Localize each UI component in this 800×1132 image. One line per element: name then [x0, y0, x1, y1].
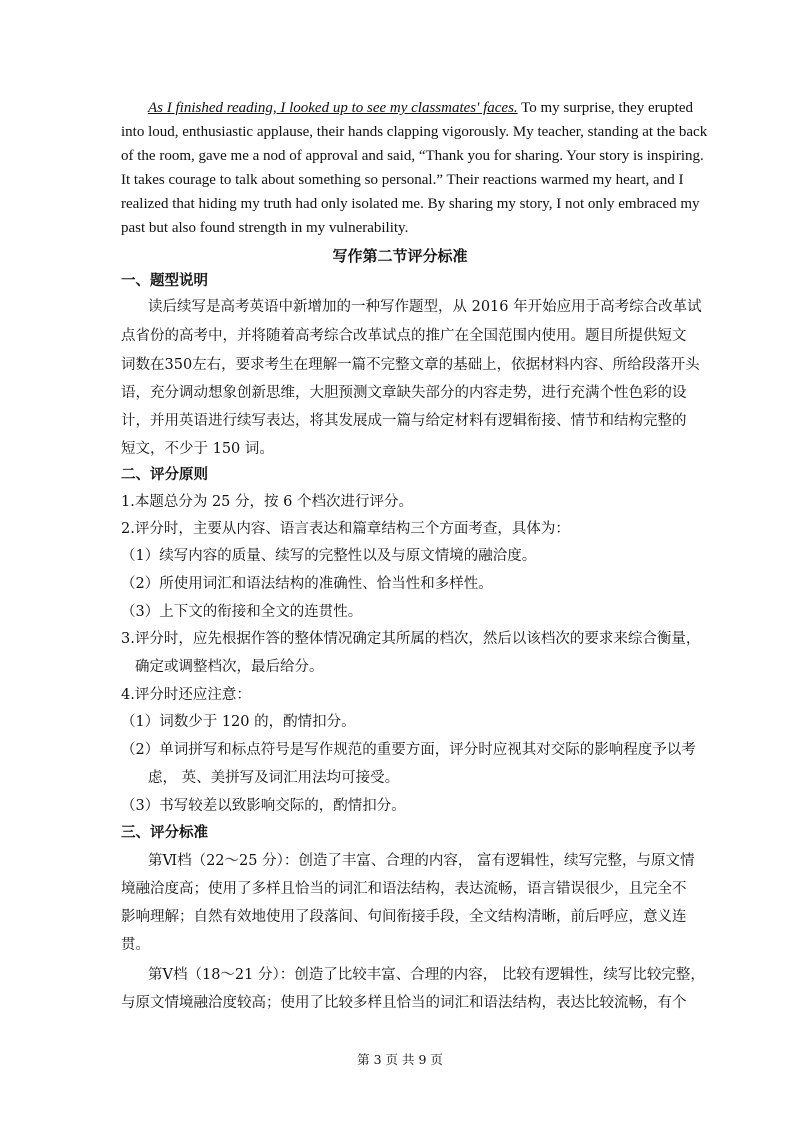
- principle-subitem: （1）续写内容的质量、续写的完整性以及与原文情境的融洽度。: [121, 548, 537, 564]
- body-line: 读后续写是高考英语中新增加的一种写作题型，从 2016 年开始应用于高考综合改革试: [148, 299, 702, 315]
- grade-six-line: 贯。: [121, 937, 150, 953]
- principle-subitem: （3）书写较差以致影响交际的，酌情扣分。: [121, 798, 406, 814]
- body-line: 词数在350左右，要求考生在理解一篇不完整文章的基础上，依据材料内容、所给段落开头: [121, 357, 700, 373]
- principle-item: 2.评分时，主要从内容、语言表达和篇章结构三个方面考查，具体为：: [121, 521, 570, 537]
- english-paragraph-line: into loud, enthusiastic applause, their hands clapping vigorously. My teacher, standing at the back: [121, 124, 708, 140]
- grade-six-line: 境融洽度高；使用了多样且恰当的词汇和语法结构，表达流畅，语言错误很少，且完全不: [121, 881, 687, 897]
- principle-subitem: （2）所使用词汇和语法结构的准确性、恰当性和多样性。: [121, 576, 493, 592]
- principle-item: 1.本题总分为 25 分，按 6 个档次进行评分。: [121, 494, 413, 510]
- body-line: 短文，不少于 150 词。: [121, 441, 274, 457]
- section-title: 写作第二节评分标准: [332, 247, 468, 265]
- grade-five-line: 第Ⅴ档（18～21 分）：创造了比较丰富、合理的内容， 比较有逻辑性，续写比较完整，: [148, 967, 705, 983]
- heading-scoring-principles: 二、评分原则: [121, 466, 208, 483]
- grade-six-line: 第Ⅵ档（22～25 分）：创造了丰富、合理的内容， 富有逻辑性，续写完整，与原文情: [148, 853, 695, 869]
- english-paragraph-line: realized that hiding my truth had only isolated me. By sharing my story, I not only embraced my: [121, 196, 700, 212]
- english-paragraph-line: past but also found strength in my vulnerability.: [121, 220, 409, 236]
- grade-six-line: 影响理解；自然有效地使用了段落间、句间衔接手段，全文结构清晰，前后呼应，意义连: [121, 909, 687, 925]
- english-paragraph-line: of the room, gave me a nod of approval and said, “Thank you for sharing. Your story is inspiring.: [121, 148, 704, 164]
- grade-five-line: 与原文情境融洽度较高；使用了比较多样且恰当的词汇和语法结构，表达比较流畅，有个: [121, 995, 687, 1011]
- principle-subitem: （1）词数少于 120 的，酌情扣分。: [121, 714, 356, 730]
- body-line: 点省份的高考中，并将随着高考综合改革试点的推广在全国范围内使用。题目所提供短文: [121, 328, 687, 344]
- underlined-opening-sentence: As I finished reading, I looked up to see my classmates' faces.: [148, 100, 518, 116]
- principle-subitem-continued: 虑， 英、美拼写及词汇用法均可接受。: [148, 770, 400, 786]
- principle-item: 4.评分时还应注意：: [121, 687, 251, 703]
- english-paragraph-line: It takes courage to talk about something so personal.” Their reactions warmed my heart, and I: [121, 172, 684, 188]
- heading-question-type: 一、题型说明: [121, 272, 208, 289]
- heading-scoring-standards: 三、评分标准: [121, 824, 208, 841]
- body-line: 语，充分调动想象创新思维，大胆预测文章缺失部分的内容走势，进行充满个性色彩的设: [121, 385, 687, 401]
- principle-subitem: （2）单词拼写和标点符号是写作规范的重要方面，评分时应视其对交际的影响程度予以考: [121, 742, 696, 758]
- english-paragraph-line: As I finished reading, I looked up to see my classmates' faces. To my surprise, they erupted: [148, 100, 693, 116]
- body-line: 计，并用英语进行续写表达，将其发展成一篇与给定材料有逻辑衔接、情节和结构完整的: [121, 413, 687, 429]
- page-number-footer: 第 3 页 共 9 页: [357, 1052, 443, 1067]
- principle-subitem: （3）上下文的衔接和全文的连贯性。: [121, 604, 363, 620]
- principle-item-continued: 确定或调整档次，最后给分。: [135, 659, 324, 675]
- principle-item: 3.评分时，应先根据作答的整体情况确定其所属的档次，然后以该档次的要求来综合衡量，: [121, 631, 701, 647]
